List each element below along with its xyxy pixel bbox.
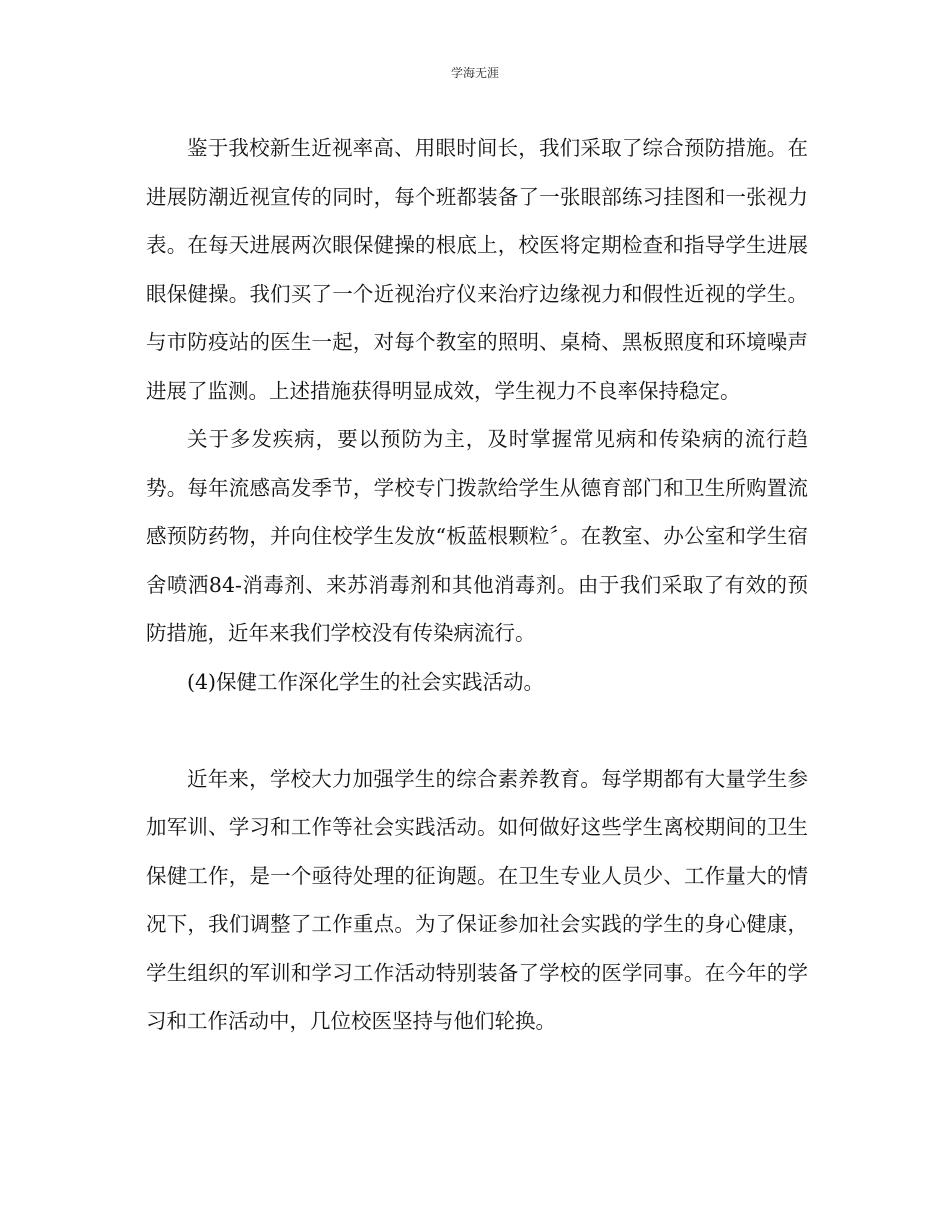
document-body [146,124,808,1046]
section-heading-social-practice: (4)保健工作深化学生的社会实践活动。 [187,669,545,694]
paragraph-vision: 鉴于我校新生近视率高、用眼时间长，我们采取了综合预防措施。在进展防潮近视宣传的同时，每个班都装备了一张眼部练习挂图和一张视力表。在每天进展两次眼保健操的根底上，校医将定期检查和指导学生进展眼保健操。我们买了一个近视治疗仪来治疗边缘视力和假性近视的学生。与市防疫站的医生一起，对每个教室的照明、桌椅、黑板照度和环境噪声进展了监测。上述措施获得明显成效，学生视力不良率保持稳定。 [146,136,808,403]
paragraph-disease-prevention: 关于多发疾病，要以预防为主，及时掌握常见病和传染病的流行趋势。每年流感高发季节，学校专门拨款给学生从德育部门和卫生所购置流感预防药物，并向住校学生发放“板蓝根颗粒〞。在教室、办公室和学生宿舍喷洒84-消毒剂、来苏消毒剂和其他消毒剂。由于我们采取了有效的预防措施，近年来我们学校没有传染病流行。 [146,427,808,645]
paragraph-spacer [146,706,808,755]
page-header: 学海无涯 [450,66,499,80]
paragraph-social-practice: 近年来，学校大力加强学生的综合素养教育。每学期都有大量学生参加军训、学习和工作等社会实践活动。如何做好这些学生离校期间的卫生保健工作，是一个亟待处理的征询题。在卫生专业人员少、工作量大的情况下，我们调整了工作重点。为了保证参加社会实践的学生的身心健康，学生组织的军训和学习工作活动特别装备了学校的医学同事。在今年的学习和工作活动中，几位校医坚持与他们轮换。 [146,766,808,1033]
